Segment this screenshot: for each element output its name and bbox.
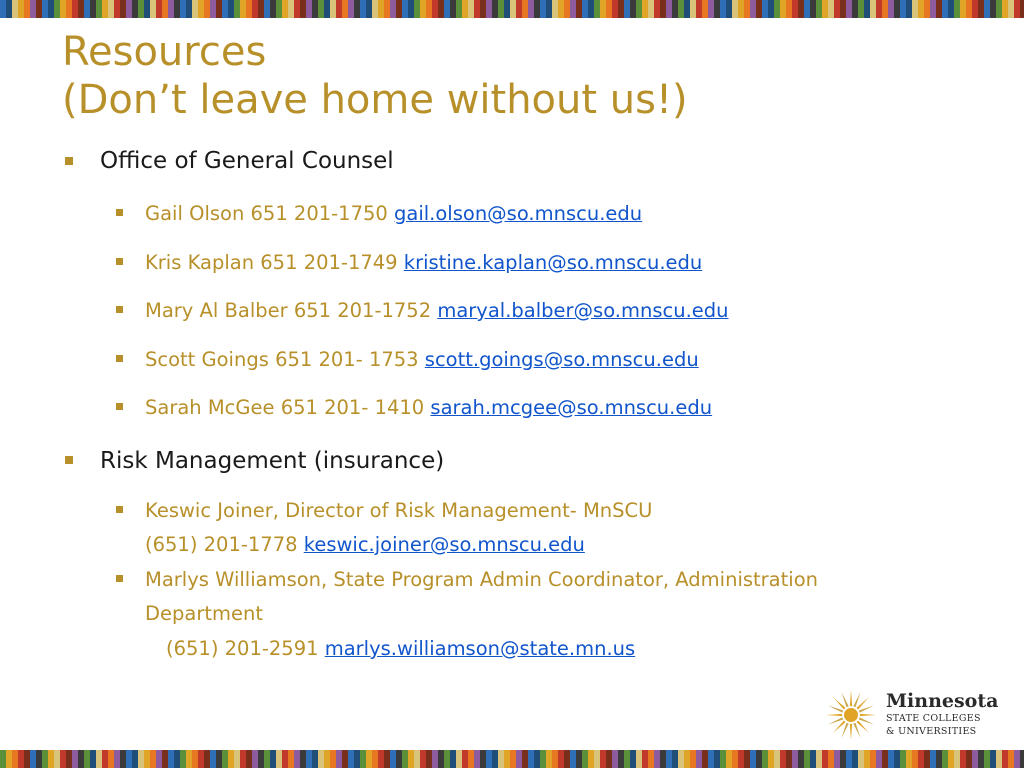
minnesota-state-logo	[822, 688, 999, 742]
sun-ray	[856, 720, 868, 732]
email-link[interactable]: scott.goings@so.mnscu.edu	[424, 348, 699, 371]
contact-kris-kaplan	[145, 248, 702, 278]
title-line-1: Resources	[62, 29, 267, 75]
bullet-marker	[116, 306, 123, 313]
sun-ray	[856, 697, 868, 709]
sun-ray	[841, 723, 848, 738]
bullet-marker	[116, 575, 123, 582]
sun-ray	[850, 724, 852, 740]
contact-marlys-williamson-line3	[166, 634, 635, 664]
sun-ray	[853, 692, 860, 707]
email-link[interactable]: maryal.balber@so.mnscu.edu	[437, 299, 729, 322]
contact-phone: (651) 201-2591	[166, 637, 325, 660]
email-link[interactable]: marlys.williamson@state.mn.us	[324, 637, 636, 660]
contact-marlys-williamson-line1: Marlys Williamson, State Program Admin Coordinator, Administration	[145, 568, 818, 591]
sun-ray	[859, 717, 874, 724]
contact-text: Gail Olson 651 201-1750	[145, 202, 395, 225]
contact-text: Mary Al Balber 651 201-1752	[145, 299, 438, 322]
email-link[interactable]: kristine.kaplan@so.mnscu.edu	[403, 251, 703, 274]
bullet-marker	[116, 258, 123, 265]
contact-text: Sarah McGee 651 201- 1410	[145, 396, 431, 419]
sun-ray	[853, 723, 860, 738]
email-link[interactable]: keswic.joiner@so.mnscu.edu	[303, 533, 585, 556]
bullet-marker	[116, 403, 123, 410]
contact-keswic-joiner-line2	[145, 530, 585, 560]
contact-keswic-joiner-line1: Keswic Joiner, Director of Risk Management- MnSCU	[145, 499, 653, 522]
contact-scott-goings	[145, 345, 699, 375]
section-heading-risk-management: Risk Management (insurance)	[100, 448, 445, 474]
bullet-marker	[65, 157, 73, 165]
contact-gail-olson	[145, 199, 642, 229]
section-heading-general-counsel: Office of General Counsel	[100, 148, 394, 174]
sun-ray	[860, 714, 876, 716]
sun-ray	[828, 717, 843, 724]
title-line-2: (Don’t leave home without us!)	[62, 77, 688, 123]
sunburst-logo-icon	[822, 688, 880, 742]
contact-phone: (651) 201-1778	[145, 533, 304, 556]
contact-marlys-williamson-line2: Department	[145, 602, 263, 625]
logo-wordmark	[886, 690, 998, 738]
contact-text: Scott Goings 651 201- 1753	[145, 348, 425, 371]
contact-sarah-mcgee	[145, 393, 712, 423]
logo-line-3: & UNIVERSITIES	[886, 726, 977, 737]
sun-ray	[826, 714, 842, 716]
email-link[interactable]: sarah.mcgee@so.mnscu.edu	[430, 396, 713, 419]
sun-ray	[828, 705, 843, 712]
bullet-marker	[116, 355, 123, 362]
logo-line-1: Minnesota	[886, 690, 999, 712]
bullet-marker	[65, 456, 73, 464]
sun-ray	[833, 697, 845, 709]
bullet-marker	[116, 506, 123, 513]
sun-ray	[850, 690, 852, 706]
email-link[interactable]: gail.olson@so.mnscu.edu	[394, 202, 643, 225]
bullet-marker	[116, 209, 123, 216]
sun-ray	[841, 692, 848, 707]
logo-line-2: STATE COLLEGES	[886, 713, 981, 724]
stripe-segment	[1020, 750, 1024, 768]
sun-ray	[833, 720, 845, 732]
sun-ray	[859, 705, 874, 712]
contact-text: Kris Kaplan 651 201-1749	[145, 251, 404, 274]
bottom-decorative-stripe	[0, 750, 1024, 768]
contact-mary-al-balber	[145, 296, 729, 326]
